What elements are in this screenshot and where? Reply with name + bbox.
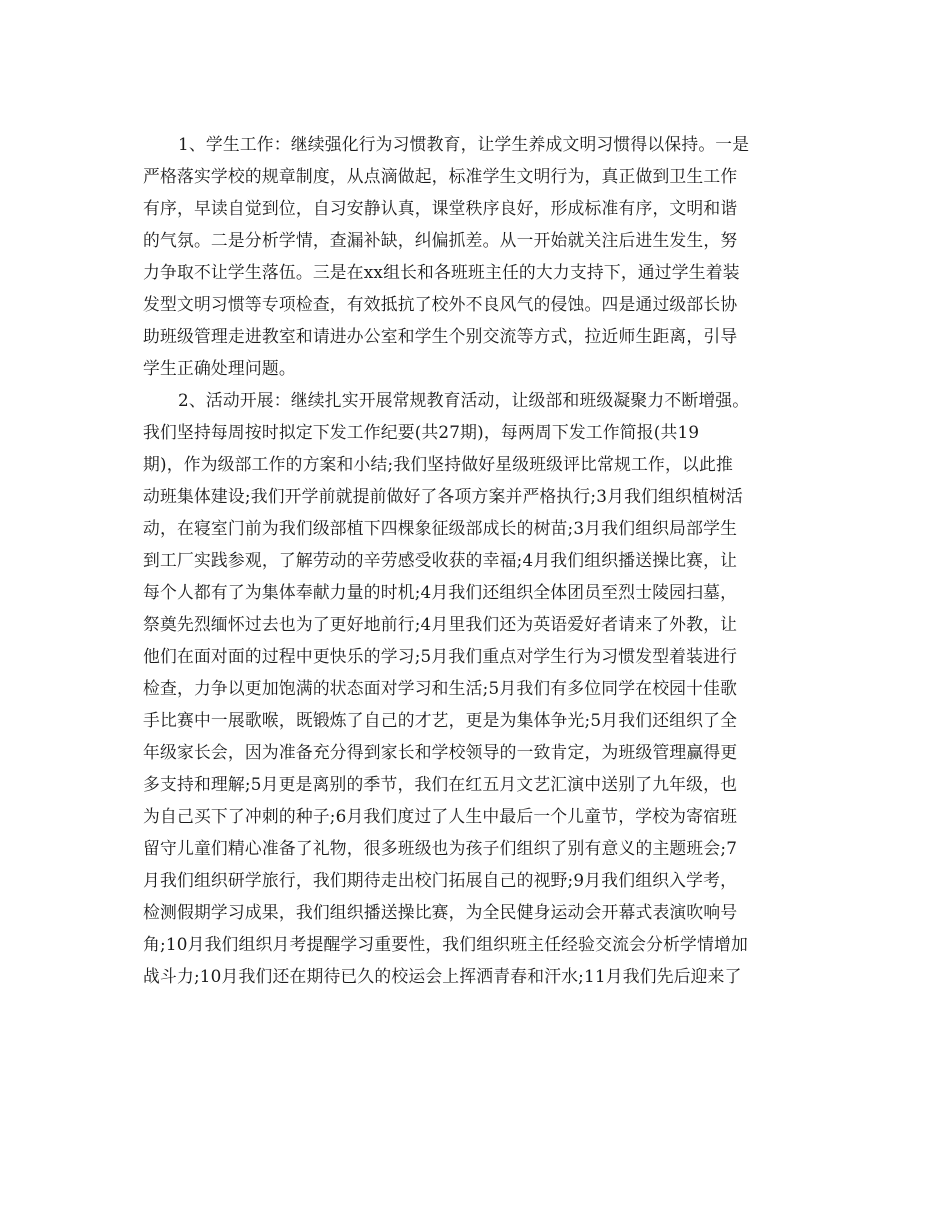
- text-line: 为自己买下了冲刺的种子;6月我们度过了人生中最后一个儿童节，学校为寄宿班: [143, 806, 738, 826]
- text-line: 角;10月我们组织月考提醒学习重要性，我们组织班主任经验交流会分析学情增加: [143, 934, 748, 954]
- text-line: 2、活动开展：继续扎实开展常规教育活动，让级部和班级凝聚力不断增强。: [178, 390, 750, 410]
- text-line: 每个人都有了为集体奉献力量的时机;4月我们还组织全体团员至烈士陵园扫墓，: [143, 582, 738, 602]
- text-line: 动，在寝室门前为我们级部植下四棵象征级部成长的树苗;3月我们组织局部学生: [143, 518, 738, 538]
- text-line: 动班集体建设;我们开学前就提前做好了各项方案并严格执行;3月我们组织植树活: [143, 486, 743, 506]
- text-line: 到工厂实践参观，了解劳动的辛劳感受收获的幸福;4月我们组织播送操比赛，让: [143, 550, 738, 570]
- text-line: 战斗力;10月我们还在期待已久的校运会上挥洒青春和汗水;11月我们先后迎来了: [143, 966, 742, 986]
- text-line: 留守儿童们精心准备了礼物，很多班级也为孩子们组织了别有意义的主题班会;7: [143, 838, 738, 858]
- paragraph-student-work: [143, 128, 807, 384]
- text-line: 有序，早读自觉到位，自习安静认真，课堂秩序良好，形成标准有序，文明和谐: [143, 198, 738, 218]
- text-line: 的气氛。二是分析学情，查漏补缺，纠偏抓差。从一开始就关注后进生发生，努: [143, 230, 738, 250]
- text-line: 1、学生工作：继续强化行为习惯教育，让学生养成文明习惯得以保持。一是: [178, 134, 750, 154]
- text-line: 发型文明习惯等专项检查，有效抵抗了校外不良风气的侵蚀。四是通过级部长协: [143, 294, 738, 314]
- text-line: 月我们组织研学旅行，我们期待走出校门拓展自己的视野;9月我们组织入学考，: [143, 870, 738, 890]
- text-line: 祭奠先烈缅怀过去也为了更好地前行;4月里我们还为英语爱好者请来了外教，让: [143, 614, 738, 634]
- text-line: 学生正确处理问题。: [143, 358, 296, 378]
- text-line: 年级家长会，因为准备充分得到家长和学校领导的一致肯定，为班级管理赢得更: [143, 742, 738, 762]
- text-line: 检查，力争以更加饱满的状态面对学习和生活;5月我们有多位同学在校园十佳歌: [143, 678, 738, 698]
- text-line: 手比赛中一展歌喉，既锻炼了自己的才艺，更是为集体争光;5月我们还组织了全: [143, 710, 738, 730]
- text-line: 他们在面对面的过程中更快乐的学习;5月我们重点对学生行为习惯发型着装进行: [143, 646, 738, 666]
- text-line: 我们坚持每周按时拟定下发工作纪要(共27期)，每两周下发工作简报(共19: [143, 422, 700, 442]
- text-line: 多支持和理解;5月更是离别的季节，我们在红五月文艺汇演中送别了九年级，也: [143, 774, 738, 794]
- text-line: 期)，作为级部工作的方案和小结;我们坚持做好星级班级评比常规工作，以此推: [143, 454, 733, 474]
- text-line: 严格落实学校的规章制度，从点滴做起，标准学生文明行为，真正做到卫生工作: [143, 166, 738, 186]
- document-body: [143, 128, 807, 992]
- text-line: 助班级管理走进教室和请进办公室和学生个别交流等方式，拉近师生距离，引导: [143, 326, 738, 346]
- text-line: 检测假期学习成果，我们组织播送操比赛，为全民健身运动会开幕式表演吹响号: [143, 902, 738, 922]
- paragraph-activities: [143, 384, 807, 992]
- text-line: 力争取不让学生落伍。三是在xx组长和各班班主任的大力支持下，通过学生着装: [143, 262, 740, 282]
